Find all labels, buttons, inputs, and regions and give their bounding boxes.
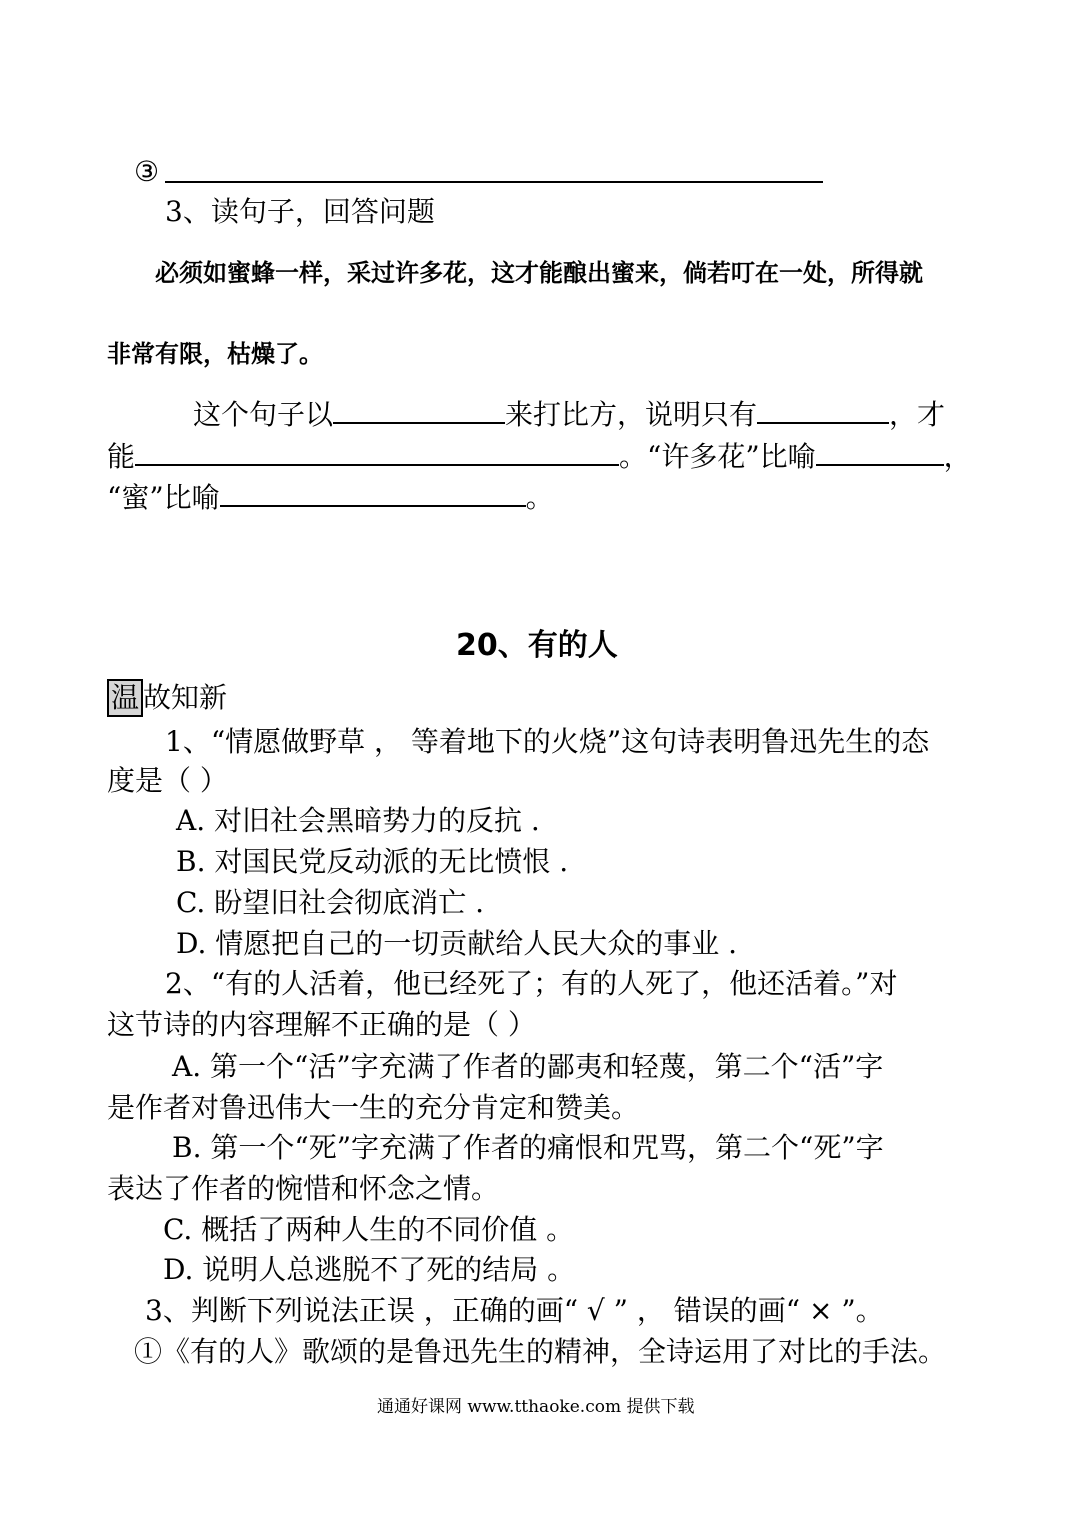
q2-option-d[interactable]: D. 说明人总逃脱不了死的结局 。 — [163, 1253, 576, 1286]
fill-text-2: 来打比方，说明只有 — [505, 398, 758, 431]
question-3-heading: 3、读句子，回答问题 — [165, 195, 435, 228]
q2-line-1: 2、“有的人活着，他已经死了；有的人死了，他还活着。”对 — [165, 967, 898, 1000]
item-3-marker: ③ — [134, 155, 160, 188]
blank-result[interactable] — [135, 436, 619, 466]
q1-option-b[interactable]: B. 对国民党反动派的无比愤恨 . — [176, 845, 569, 878]
fill-line-3 — [107, 477, 554, 518]
q1-option-a[interactable]: A. 对旧社会黑暗势力的反抗 . — [176, 804, 540, 837]
quote-line-1: 必须如蜜蜂一样，采过许多花，这才能酿出蜜来，倘若叮在一处，所得就 — [155, 259, 923, 287]
q3-heading: 3、判断下列说法正误 ，正确的画“ √ ” ， 错误的画“ × ”。 — [145, 1294, 884, 1327]
fill-text-5: 。“许多花”比喻 — [619, 440, 816, 473]
q2-option-a-line-2: 是作者对鲁迅伟大一生的充分肯定和赞美。 — [107, 1091, 640, 1124]
quote-line-2: 非常有限，枯燥了。 — [107, 340, 323, 368]
q3-item-1: ①《有的人》歌颂的是鲁迅先生的精神，全诗运用了对比的手法。 — [134, 1335, 947, 1368]
section-label-highlight: 温 — [107, 679, 143, 717]
fill-text-3: ，才 — [889, 398, 946, 431]
fill-text-8: 。 — [525, 481, 554, 514]
answer-blank-line[interactable] — [165, 181, 823, 183]
blank-flowers-meaning[interactable] — [816, 436, 944, 466]
section-label — [107, 678, 227, 718]
q2-option-c[interactable]: C. 概括了两种人生的不同价值 。 — [163, 1213, 575, 1246]
blank-condition[interactable] — [757, 394, 889, 424]
q2-option-b-line-1[interactable]: B. 第一个“死”字充满了作者的痛恨和咒骂，第二个“死”字 — [172, 1131, 884, 1164]
q2-line-2: 这节诗的内容理解不正确的是（ ） — [107, 1008, 536, 1041]
page-footer: 通通好课网 www.tthaoke.com 提供下载 — [377, 1397, 695, 1417]
fill-text-6: ， — [943, 440, 972, 473]
q1-line-1: 1、“情愿做野草 ， 等着地下的火烧”这句诗表明鲁迅先生的态 — [165, 725, 930, 758]
q2-option-b-line-2: 表达了作者的惋惜和怀念之情。 — [107, 1172, 500, 1205]
fill-text-1: 这个句子以 — [193, 398, 334, 431]
lesson-title: 20、有的人 — [456, 628, 618, 663]
fill-text-4: 能 — [107, 440, 136, 473]
fill-text-7: “蜜”比喻 — [107, 481, 220, 514]
q1-line-2: 度是（ ） — [107, 764, 228, 797]
q1-option-d[interactable]: D. 情愿把自己的一切贡献给人民大众的事业 . — [176, 927, 738, 960]
fill-line-1 — [193, 394, 945, 435]
blank-metaphor-source[interactable] — [333, 394, 505, 424]
blank-honey-meaning[interactable] — [220, 477, 526, 507]
q2-option-a-line-1[interactable]: A. 第一个“活”字充满了作者的鄙夷和轻蔑，第二个“活”字 — [172, 1050, 884, 1083]
section-label-rest: 故知新 — [143, 681, 228, 714]
fill-line-2 — [107, 436, 972, 477]
q1-option-c[interactable]: C. 盼望旧社会彻底消亡 . — [176, 886, 485, 919]
